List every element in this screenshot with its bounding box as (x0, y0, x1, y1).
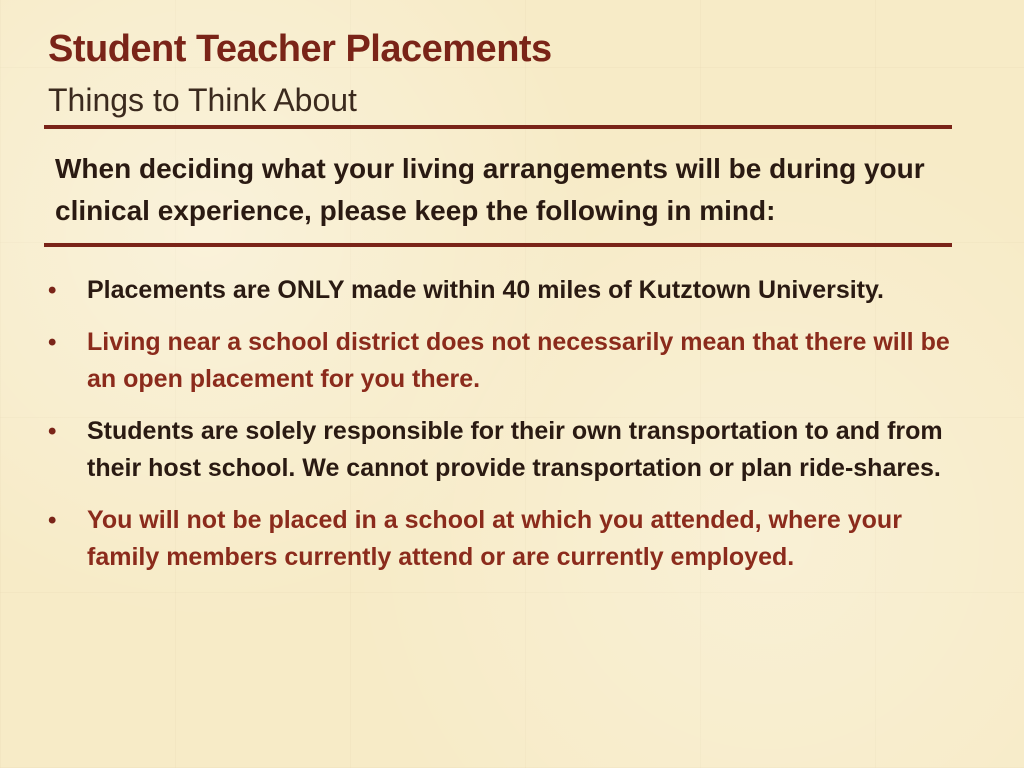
slide-title: Student Teacher Placements (48, 28, 552, 70)
bullet-item (44, 324, 964, 399)
slide-subtitle: Things to Think About (48, 82, 357, 118)
bullet-item (44, 502, 964, 577)
bullet-item (44, 272, 964, 310)
title-divider (44, 125, 952, 129)
intro-divider (44, 243, 952, 247)
intro-text: When deciding what your living arrangements will be during your clinical experience, please keep the following in mind: (55, 153, 925, 226)
bullet-icon: • (48, 506, 57, 534)
bullet-text: You will not be placed in a school at which you attended, where your family members currently attend or are currently employed. (87, 505, 902, 571)
bullet-icon: • (48, 328, 57, 356)
bullet-text: Living near a school district does not necessarily mean that there will be an open placement for you there. (87, 327, 950, 393)
bullet-text: Students are solely responsible for their own transportation to and from their host school. We cannot provide transportation or plan ride-shares. (87, 416, 943, 482)
bullet-text: Placements are ONLY made within 40 miles of Kutztown University. (87, 276, 884, 304)
bullet-item (44, 413, 964, 488)
bullet-icon: • (48, 417, 57, 445)
bullet-list (44, 272, 964, 591)
bullet-icon: • (48, 277, 57, 304)
